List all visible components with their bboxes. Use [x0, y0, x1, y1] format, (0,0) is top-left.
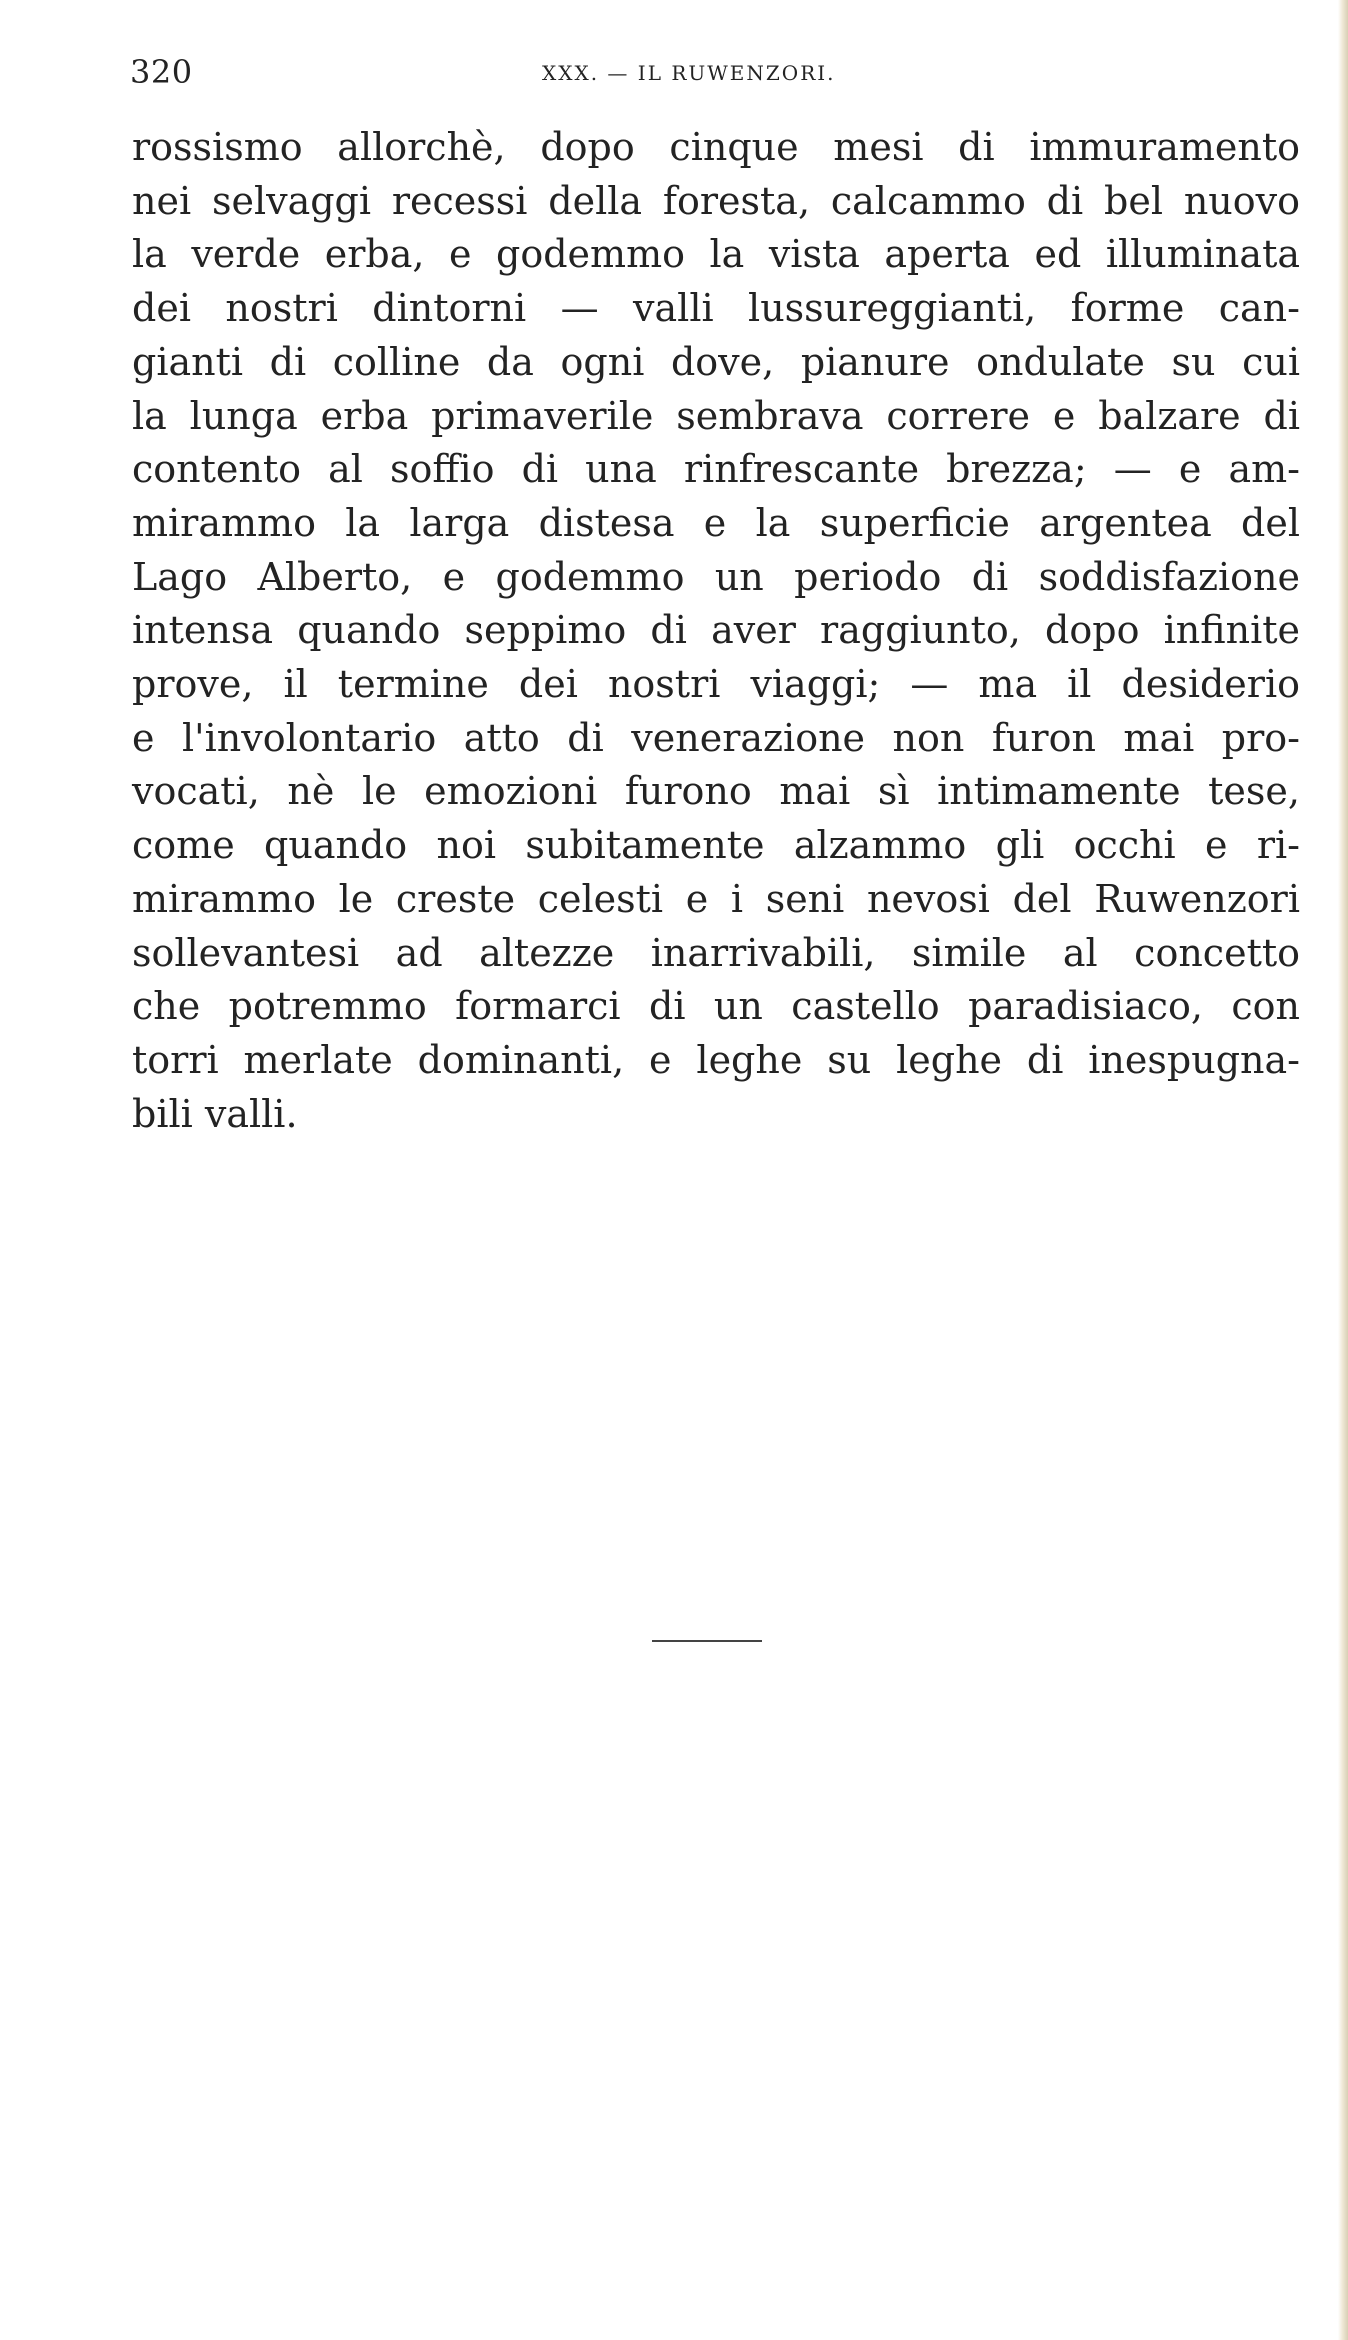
text-line: e l'involontario atto di venerazione non furon mai pro- — [132, 715, 1300, 760]
text-line: intensa quando seppimo di aver raggiunto, dopo infinite — [132, 608, 1300, 653]
text-line: Lago Alberto, e godemmo un periodo di soddisfazione — [132, 554, 1300, 599]
text-line: che potremmo formarci di un castello paradisiaco, con — [132, 984, 1300, 1029]
text-line-last: bili valli. — [132, 1091, 298, 1136]
text-line: mirammo le creste celesti e i seni nevosi del Ruwenzori — [132, 876, 1300, 921]
running-head: XXX. — IL RUWENZORI. — [542, 61, 836, 85]
text-line: torri merlate dominanti, e leghe su leghe di inespugna- — [132, 1037, 1300, 1082]
text-line: la lunga erba primaverile sembrava correre e balzare di — [132, 393, 1300, 438]
body-paragraph — [132, 121, 1300, 1141]
end-of-chapter-rule — [652, 1640, 762, 1642]
text-line: la verde erba, e godemmo la vista aperta ed illuminata — [132, 232, 1300, 277]
text-line: rossismo allorchè, dopo cinque mesi di immuramento — [132, 125, 1300, 169]
page-edge-shadow — [1338, 0, 1348, 2340]
page-number: 320 — [130, 53, 193, 91]
text-line: gianti di colline da ogni dove, pianure ondulate su cui — [132, 339, 1300, 384]
text-line: nei selvaggi recessi della foresta, calcammo di bel nuovo — [132, 178, 1300, 223]
text-line: contento al soffio di una rinfrescante brezza; — e am- — [132, 447, 1300, 492]
text-line: vocati, nè le emozioni furono mai sì intimamente tese, — [132, 769, 1300, 814]
text-line: come quando noi subitamente alzammo gli occhi e ri- — [132, 823, 1300, 868]
text-line: mirammo la larga distesa e la superficie argentea del — [132, 500, 1300, 545]
text-line: sollevantesi ad altezze inarrivabili, simile al concetto — [132, 930, 1300, 975]
text-line: dei nostri dintorni — valli lussureggianti, forme can- — [132, 286, 1300, 331]
text-line: prove, il termine dei nostri viaggi; — ma il desiderio — [132, 662, 1300, 707]
page-header — [130, 52, 1298, 92]
